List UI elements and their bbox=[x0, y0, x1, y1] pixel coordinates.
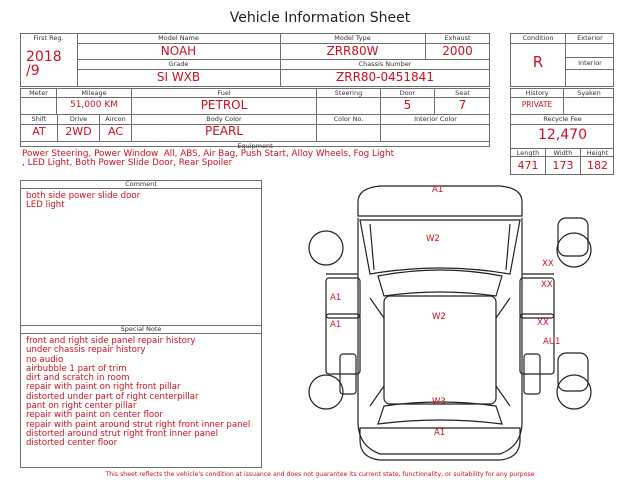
front-left-wheel-outline bbox=[309, 231, 343, 265]
vehicle-diagram bbox=[300, 178, 620, 470]
grade-label: Grade bbox=[168, 60, 189, 68]
history-label: History bbox=[525, 89, 549, 97]
special-note-text: front and right side panel repair history under chassis repair history no audio airbubble 1 part of trim dirt and scratch in room repair with paint on right front pillar distorted under part of right centerpillar pant on right center pillar repair with paint on center floor repair with paint around strut right front inner panel distorted around strut right front inner panel distorted center floor bbox=[26, 336, 251, 449]
seat-label: Seat bbox=[455, 89, 470, 97]
length-value: 471 bbox=[517, 159, 539, 172]
damage-mark-right-front-1: XX bbox=[542, 259, 554, 269]
damage-mark-right-rear-door: XX bbox=[537, 318, 549, 328]
chassis-number-value: ZRR80-0451841 bbox=[336, 70, 434, 84]
hood-outline bbox=[360, 220, 520, 274]
body-outline bbox=[358, 218, 522, 454]
condition-label: Condition bbox=[522, 34, 554, 42]
damage-mark-hood: W2 bbox=[426, 234, 440, 244]
chassis-number-label: Chassis Number bbox=[358, 60, 412, 68]
door-label: Door bbox=[399, 89, 416, 97]
seat-value: 7 bbox=[458, 98, 467, 112]
steering-label: Steering bbox=[334, 89, 363, 97]
exterior-label: Exterior bbox=[577, 34, 603, 42]
history-value: PRIVATE bbox=[521, 100, 553, 109]
disclaimer: This sheet reflects the vehicle's condition at issuance and does not guarantee its current state, functionality, or suitability for any purpose bbox=[105, 471, 535, 478]
body-color-value: PEARL bbox=[204, 124, 244, 138]
mileage-value: 51,000 KM bbox=[69, 100, 119, 110]
drive-label: Drive bbox=[69, 115, 88, 123]
recycle-fee-value: 12,470 bbox=[538, 127, 587, 143]
damage-mark-right-rear-panel: AU1 bbox=[543, 337, 561, 347]
model-name-label: Model Name bbox=[158, 34, 199, 42]
shift-label: Shift bbox=[31, 115, 47, 123]
rear-left-wheel-outline bbox=[309, 375, 343, 409]
body-color-label: Body Color bbox=[206, 115, 242, 123]
equipment-label: Equipment bbox=[237, 142, 273, 150]
height-label: Height bbox=[586, 149, 609, 157]
damage-mark-roof: W2 bbox=[432, 312, 446, 322]
height-value: 182 bbox=[587, 159, 608, 172]
mileage-label: Mileage bbox=[81, 89, 107, 97]
meter-label: Meter bbox=[29, 89, 48, 97]
damage-mark-left-front-door: A1 bbox=[330, 293, 342, 303]
model-type-value: ZRR80W bbox=[326, 44, 379, 58]
drive-value: 2WD bbox=[65, 125, 92, 138]
exhaust-label: Exhaust bbox=[444, 34, 471, 42]
exhaust-value: 2000 bbox=[442, 44, 473, 58]
recycle-fee-label: Recycle Fee bbox=[543, 115, 582, 123]
color-no-label: Color No. bbox=[333, 115, 364, 123]
damage-mark-rear: A1 bbox=[434, 428, 446, 438]
length-label: Length bbox=[516, 149, 540, 157]
width-label: Width bbox=[553, 149, 573, 157]
damage-mark-front: A1 bbox=[432, 185, 444, 195]
interior-label: Interior bbox=[578, 59, 602, 67]
equipment-value: Power Steering, Power Window All, ABS, Air Bag, Push Start, Alloy Wheels, Fog Light , LED Light, Both Power Slide Door, Rear Spoiler bbox=[22, 149, 395, 168]
front-right-wheel-outline bbox=[557, 233, 591, 267]
aircon-label: Aircon bbox=[105, 115, 126, 123]
comment-text: both side power slide door LED light bbox=[26, 191, 141, 211]
damage-mark-rear-glass: W3 bbox=[432, 397, 446, 407]
comment-label: Comment bbox=[125, 180, 157, 188]
shift-value: AT bbox=[32, 125, 46, 138]
condition-value: R bbox=[532, 53, 544, 71]
rear-right-wheel-outline bbox=[557, 375, 591, 409]
damage-mark-left-rear-door: A1 bbox=[330, 320, 342, 330]
fuel-label: Fuel bbox=[217, 89, 231, 97]
syaken-label: Syaken bbox=[577, 89, 601, 97]
width-value: 173 bbox=[552, 159, 574, 172]
page-title: Vehicle Information Sheet bbox=[229, 10, 411, 26]
aircon-value: AC bbox=[107, 125, 123, 138]
model-type-label: Model Type bbox=[334, 34, 371, 42]
fuel-value: PETROL bbox=[200, 98, 248, 112]
door-value: 5 bbox=[403, 98, 412, 112]
damage-mark-right-front-2: XX bbox=[541, 280, 553, 290]
grade-value: SI WXB bbox=[156, 70, 201, 84]
first-reg-value: 2018 /9 bbox=[26, 49, 62, 79]
interior-color-label: Interior Color bbox=[414, 115, 457, 123]
first-reg-label: First Reg. bbox=[33, 34, 64, 42]
windshield-outline bbox=[378, 270, 502, 296]
model-name-value: NOAH bbox=[160, 44, 197, 58]
special-note-label: Special Note bbox=[120, 325, 162, 333]
